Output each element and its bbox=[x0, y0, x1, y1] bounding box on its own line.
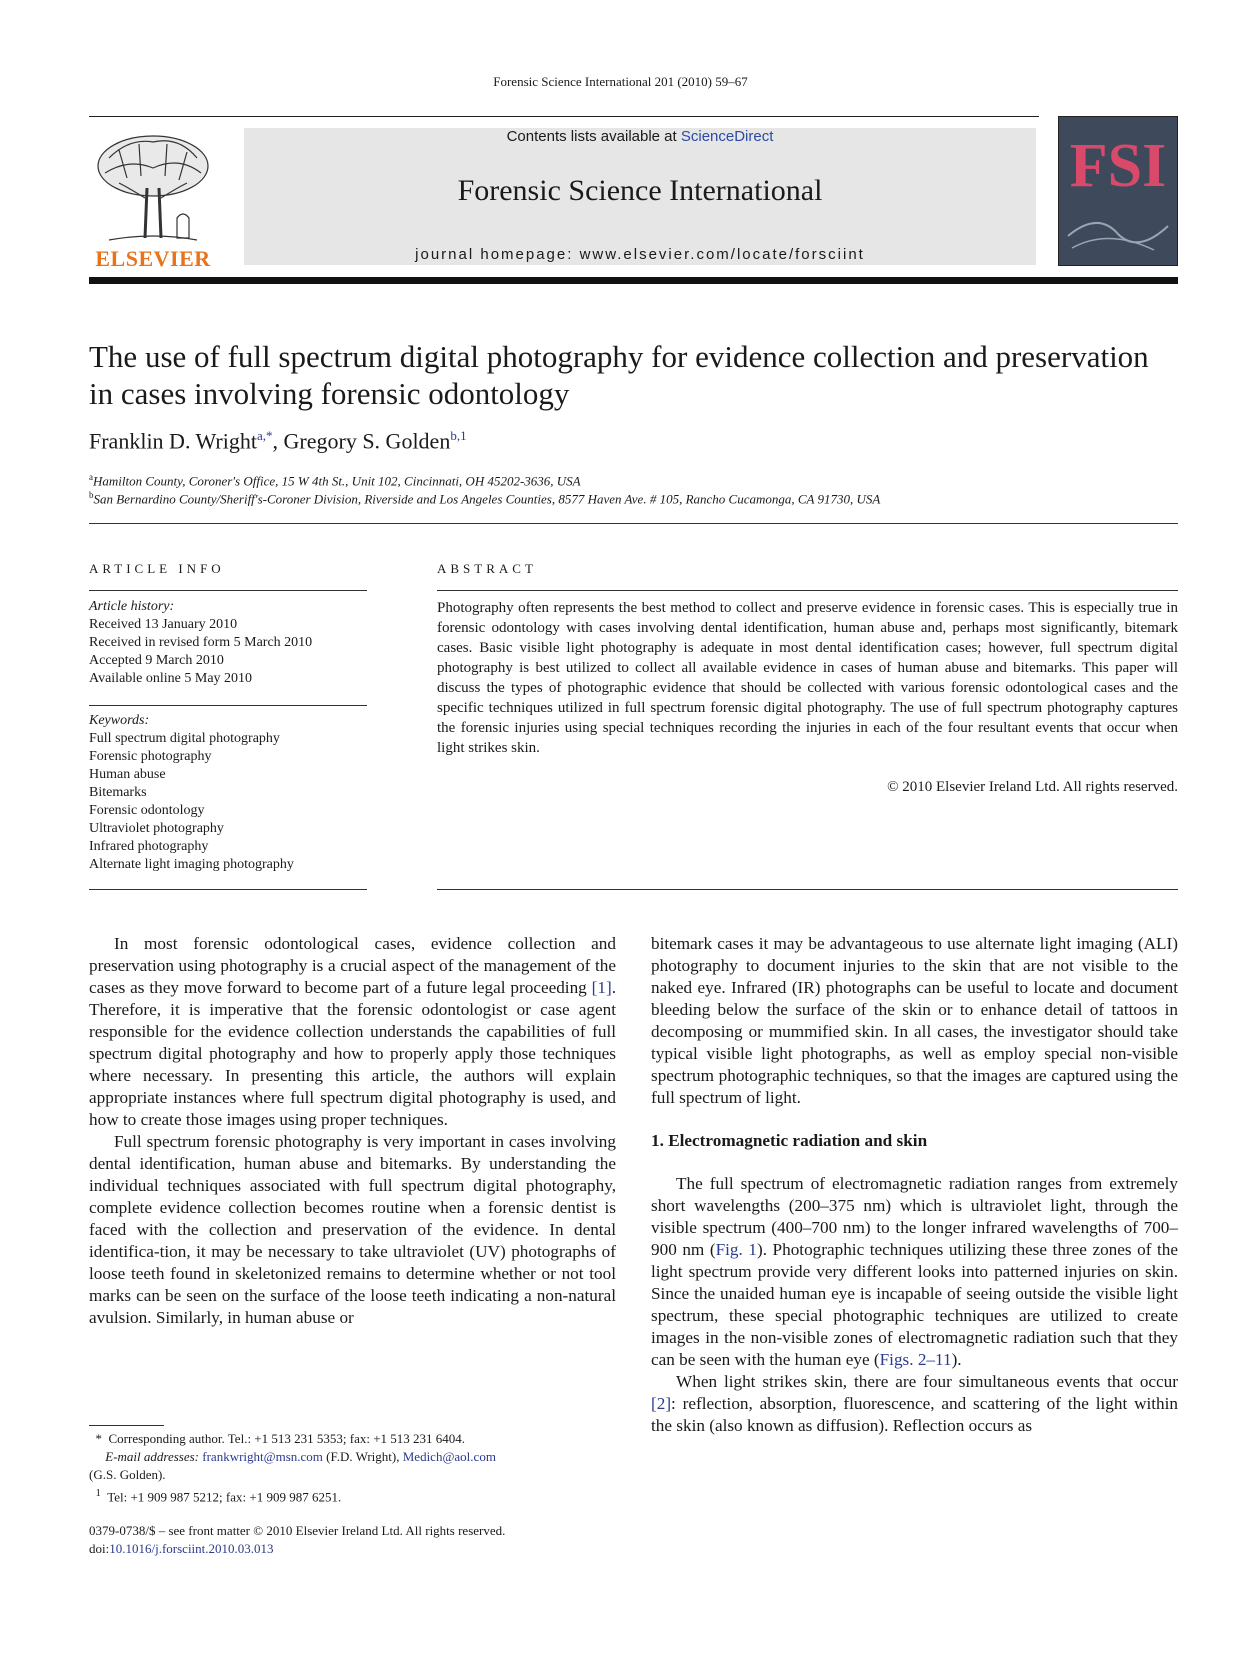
citation-link[interactable]: [2] bbox=[651, 1394, 672, 1413]
email-label: E-mail addresses: bbox=[105, 1449, 203, 1464]
article-info-rule-mid bbox=[89, 705, 367, 706]
keyword-item: Infrared photography bbox=[89, 839, 209, 854]
keyword-item: Alternate light imaging photography bbox=[89, 857, 294, 872]
contents-prefix: Contents lists available at bbox=[506, 128, 681, 145]
body-text: In most forensic odontological cases, evidence collection and preservation using photography is a crucial aspect of the management of the cases as they move forward to become part of a future legal proceeding bbox=[89, 934, 616, 997]
history-online: Available online 5 May 2010 bbox=[89, 671, 253, 686]
footnote-rule bbox=[89, 1425, 164, 1426]
abstract-heading: ABSTRACT bbox=[437, 561, 537, 576]
author-golden: Gregory S. Golden bbox=[283, 428, 451, 454]
body-right-column bbox=[651, 933, 1178, 1437]
keyword-item: Ultraviolet photography bbox=[89, 821, 224, 836]
author-wright: Franklin D. Wright bbox=[89, 428, 257, 454]
journal-cover-image bbox=[1058, 116, 1178, 266]
masthead-thick-rule bbox=[89, 277, 1178, 284]
footnote-mark: * bbox=[95, 1431, 102, 1446]
doi-link[interactable]: 10.1016/j.forsciint.2010.03.013 bbox=[109, 1541, 274, 1556]
figure-link[interactable]: Figs. 2–11 bbox=[879, 1350, 952, 1369]
journal-homepage[interactable]: journal homepage: www.elsevier.com/locate/forsciint bbox=[415, 246, 865, 263]
abstract-text: Photography often represents the best method to collect and preserve evidence in forensic cases. This is especially true in forensic odontology with cases involving dental identification, human abuse and, perhaps most significantly, bitemark cases. Basic visible light photography is adequate in most dental identification cases; however, full spectrum digital photography is best utilized to collect all available evidence in cases of human abuse and bitemarks. This paper will discuss the types of photographic evidence that should be collected with various forensic odontological cases and the specific techniques utilized in full spectrum forensic digital photography. The use of full spectrum photography captures the forensic injuries using special techniques recording the injuries in each of the four resultant events that occur when light strikes skin. bbox=[437, 600, 1178, 756]
article-info-rule-top bbox=[89, 590, 367, 591]
contents-line bbox=[244, 128, 1036, 145]
email-link-golden[interactable]: Medich@aol.com bbox=[402, 1449, 496, 1464]
sciencedirect-link[interactable]: ScienceDirect bbox=[680, 128, 774, 145]
abstract-rule-top bbox=[437, 590, 1178, 591]
author-separator: , bbox=[272, 428, 284, 454]
affiliation-a-text: Hamilton County, Coroner's Office, 15 W 4th St., Unit 102, Cincinnati, OH 45202-3636, USA bbox=[93, 473, 581, 489]
body-text: . Therefore, it is imperative that the forensic odontologist or case agent responsible for the evidence collection understands the capabilities of full spectrum digital photography and how to properly apply those techniques where necessary. In presenting this article, the authors will explain appropriate instances where full spectrum digital photography is used, and how to create those images using proper techniques. bbox=[89, 978, 616, 1129]
publisher-name: ELSEVIER bbox=[95, 246, 211, 271]
keyword-item: Bitemarks bbox=[89, 785, 147, 800]
abstract-copyright: © 2010 Elsevier Ireland Ltd. All rights reserved. bbox=[887, 779, 1178, 795]
history-received: Received 13 January 2010 bbox=[89, 617, 238, 632]
running-head: Forensic Science International 201 (2010) 59–67 bbox=[493, 74, 748, 89]
doi-line bbox=[89, 1540, 649, 1558]
body-paragraph: Full spectrum forensic photography is very important in cases involving dental identification, human abuse and bitemarks. By understanding the individual techniques associated with full spectrum digital photography, complete evidence collection becomes routine when a forensic dentist is faced with the collection and preservation of the evidence. In dental identifica-tion, it may be necessary to take ultraviolet (UV) photographs of loose teeth found in skeletonized remains to determine whether or not tool marks can be seen on the surface of the loose teeth indicating a non-natural avulsion. Similarly, in human abuse or bbox=[89, 1132, 616, 1327]
affiliation-a bbox=[89, 472, 581, 489]
keyword-item: Human abuse bbox=[89, 767, 166, 782]
body-paragraph bbox=[651, 1173, 1178, 1371]
doi-label: doi: bbox=[89, 1541, 110, 1556]
keyword-item: Forensic photography bbox=[89, 749, 212, 764]
affiliation-b bbox=[89, 490, 880, 507]
keywords-label: Keywords: bbox=[89, 713, 150, 728]
footnote-email-owner: (G.S. Golden). bbox=[89, 1467, 166, 1482]
body-paragraph: bitemark cases it may be advantageous to use alternate light imaging (ALI) photography to document injuries to the skin that are not visible to the naked eye. Infrared (IR) photographs can be useful to locate and document bleeding below the surface of the skin or to enhance detail of tattoos in decomposing or mummified skin. In all cases, the investigator should take typical visible light photographs, as well as employ special non-visible spectrum photographic techniques, so that the images are captured using the full spectrum of light. bbox=[651, 934, 1178, 1107]
abstract-rule-bottom bbox=[437, 889, 1178, 890]
history-label: Article history: bbox=[89, 599, 175, 614]
section-heading: 1. Electromagnetic radiation and skin bbox=[651, 1131, 928, 1150]
author-wright-marks[interactable]: a,* bbox=[256, 428, 273, 443]
body-paragraph bbox=[89, 933, 616, 1131]
footnotes bbox=[89, 1430, 629, 1506]
affiliation-b-text: San Bernardino County/Sheriff's-Coroner Division, Riverside and Los Angeles Counties, 8577 Haven Ave. # 105, Rancho Cucamonga, CA 91730, USA bbox=[93, 491, 881, 507]
history-accepted: Accepted 9 March 2010 bbox=[89, 653, 224, 668]
article-title: The use of full spectrum digital photography for evidence collection and preservation in cases involving forensic odontology bbox=[89, 339, 1149, 411]
front-matter bbox=[89, 1522, 649, 1558]
figure-link[interactable]: Fig. 1 bbox=[715, 1240, 757, 1259]
body-paragraph bbox=[651, 1371, 1178, 1437]
top-rule bbox=[89, 116, 1039, 117]
article-info-rule-bottom bbox=[89, 889, 367, 890]
affiliation-a-mark: a bbox=[89, 472, 93, 482]
body-text: ). bbox=[951, 1350, 962, 1369]
body-text: When light strikes skin, there are four simultaneous events that occur bbox=[676, 1372, 1178, 1391]
author-golden-marks[interactable]: b,1 bbox=[450, 428, 467, 443]
keyword-item: Full spectrum digital photography bbox=[89, 731, 280, 746]
footnote-1 bbox=[89, 1484, 629, 1506]
body-text: ). Photographic techniques utilizing these three zones of the light spectrum provide very different looks into patterned injuries on skin. Since the unaided human eye is incapable of seeing outside the visible light spectrum, these special photographic techniques are utilized to create images in the non-visible zones of electromagnetic radiation such that they can be seen with the human eye ( bbox=[651, 1240, 1179, 1369]
citation-link[interactable]: [1] bbox=[591, 978, 612, 997]
article-info-heading: ARTICLE INFO bbox=[89, 561, 225, 576]
body-text: The full spectrum of electromagnetic radiation ranges from extremely short wavelengths (200–375 nm) which is ultraviolet light, through the visible spectrum (400–700 nm) to the longer infrared wavelengths of 700–900 nm ( bbox=[651, 1174, 1178, 1259]
footnote-text: Corresponding author. Tel.: +1 513 231 5353; fax: +1 513 231 6404. bbox=[108, 1431, 466, 1446]
footnote-emails bbox=[89, 1448, 629, 1466]
front-matter-line: 0379-0738/$ – see front matter © 2010 Elsevier Ireland Ltd. All rights reserved. bbox=[89, 1523, 506, 1538]
author-list bbox=[89, 428, 467, 454]
body-text: : reflection, absorption, fluorescence, and scattering of the light within the skin (also known as diffusion). Reflection occurs as bbox=[651, 1394, 1178, 1435]
article-history bbox=[89, 598, 367, 688]
footnote-text: Tel: +1 909 987 5212; fax: +1 909 987 6251. bbox=[107, 1489, 342, 1505]
footnote-mark: 1 bbox=[95, 1487, 101, 1499]
affiliation-b-mark: b bbox=[89, 490, 94, 500]
history-revised: Received in revised form 5 March 2010 bbox=[89, 635, 313, 650]
journal-title: Forensic Science International bbox=[457, 174, 823, 207]
email-link-wright[interactable]: frankwright@msn.com bbox=[202, 1449, 323, 1464]
keyword-item: Forensic odontology bbox=[89, 803, 205, 818]
email-owner: (F.D. Wright), bbox=[322, 1449, 403, 1464]
footnote-corresponding bbox=[89, 1430, 629, 1448]
keywords bbox=[89, 712, 367, 874]
cover-fsi-text: FSI bbox=[1069, 132, 1167, 200]
body-left-column bbox=[89, 933, 616, 1329]
affiliation-rule bbox=[89, 523, 1178, 524]
